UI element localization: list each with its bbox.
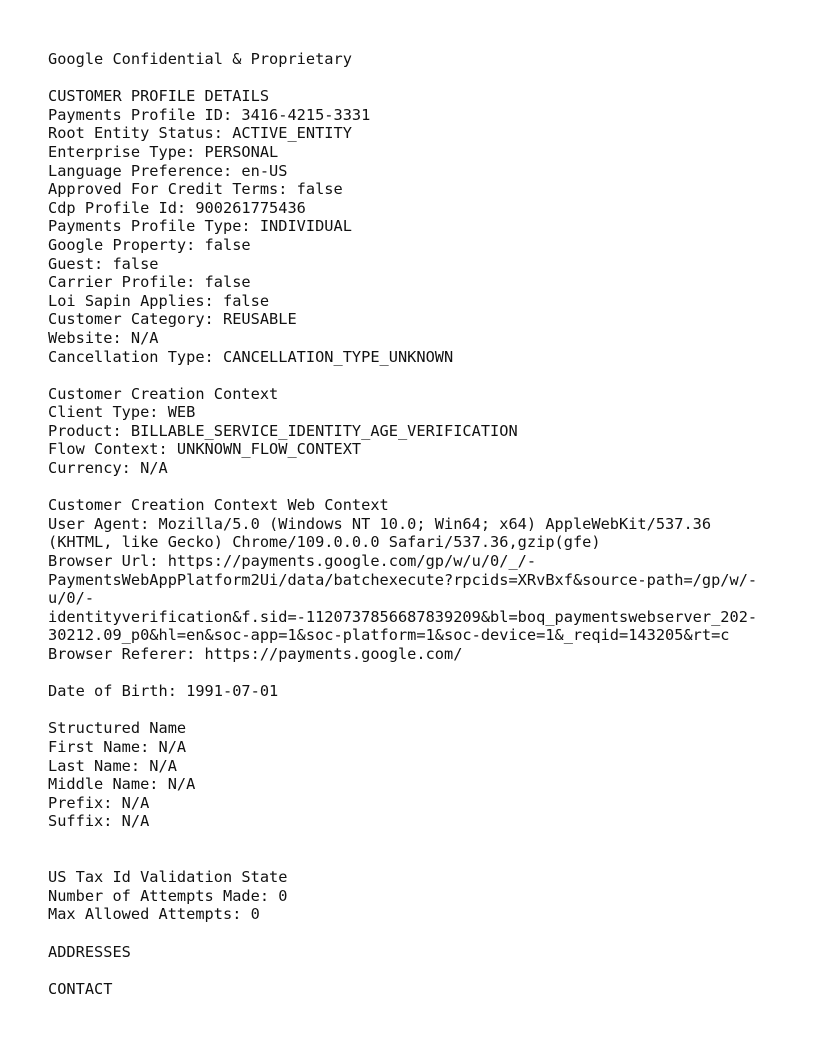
profile-line: Root Entity Status: ACTIVE_ENTITY — [48, 124, 352, 143]
profile-line: Website: N/A — [48, 328, 159, 347]
browser-url-line: Browser Url: https://payments.google.com/gp/w/u/0/_/- — [48, 552, 537, 571]
spacer — [48, 924, 788, 943]
profile-line: Customer Category: REUSABLE — [48, 310, 297, 329]
spacer — [48, 69, 788, 88]
creation-context-line: Flow Context: UNKNOWN_FLOW_CONTEXT — [48, 440, 362, 459]
creation-context-line: Currency: N/A — [48, 459, 168, 478]
profile-line: Google Property: false — [48, 235, 251, 254]
section-title-contact: CONTACT — [48, 979, 113, 998]
confidential-notice: Google Confidential & Proprietary — [48, 50, 352, 68]
profile-line: Approved For Credit Terms: false — [48, 180, 343, 199]
structured-name-section — [48, 719, 788, 831]
profile-line: Enterprise Type: PERSONAL — [48, 142, 279, 161]
structured-name-line: First Name: N/A — [48, 737, 187, 756]
section-title-profile: CUSTOMER PROFILE DETAILS — [48, 87, 270, 106]
web-context-section — [48, 496, 788, 663]
tax-validation-section — [48, 868, 788, 924]
customer-profile-section — [48, 87, 788, 366]
structured-name-line: Suffix: N/A — [48, 812, 150, 831]
creation-context-line: Product: BILLABLE_SERVICE_IDENTITY_AGE_VERIFICATION — [48, 421, 518, 440]
spacer — [48, 366, 788, 385]
creation-context-line: Client Type: WEB — [48, 403, 196, 422]
user-agent-line: User Agent: Mozilla/5.0 (Windows NT 10.0; Win64; x64) AppleWebKit/537.36 — [48, 514, 712, 533]
profile-line: Loi Sapin Applies: false — [48, 291, 270, 310]
profile-line: Guest: false — [48, 254, 159, 273]
browser-url-line: identityverification&f.sid=-1120737856687839209&bl=boq_paymentswebserver_202- — [48, 607, 758, 626]
tax-line: Number of Attempts Made: 0 — [48, 886, 288, 905]
tax-line: Max Allowed Attempts: 0 — [48, 905, 260, 924]
spacer — [48, 961, 788, 980]
profile-line: Carrier Profile: false — [48, 273, 251, 292]
section-title-web-context: Customer Creation Context Web Context — [48, 496, 389, 515]
profile-line: Payments Profile Type: INDIVIDUAL — [48, 217, 352, 236]
spacer — [48, 831, 788, 868]
profile-line: Cdp Profile Id: 900261775436 — [48, 198, 306, 217]
browser-referer-line: Browser Referer: https://payments.google.com/ — [48, 645, 463, 663]
section-title-creation-context: Customer Creation Context — [48, 384, 279, 403]
structured-name-line: Middle Name: N/A — [48, 775, 196, 794]
structured-name-line: Prefix: N/A — [48, 793, 150, 812]
section-title-tax: US Tax Id Validation State — [48, 868, 288, 887]
browser-url-line: 30212.09_p0&hl=en&soc-app=1&soc-platform=1&soc-device=1&_reqid=143205&rt=c — [48, 626, 730, 645]
spacer — [48, 701, 788, 720]
browser-url-line: u/0/- — [48, 589, 95, 608]
creation-context-section — [48, 385, 788, 478]
spacer — [48, 664, 788, 683]
document-page — [48, 50, 788, 998]
structured-name-line: Last Name: N/A — [48, 756, 177, 775]
profile-line: Language Preference: en-US — [48, 161, 288, 180]
browser-url-line: PaymentsWebAppPlatform2Ui/data/batchexecute?rpcids=XRvBxf&source-path=/gp/w/- — [48, 570, 758, 589]
profile-line: Cancellation Type: CANCELLATION_TYPE_UNKNOWN — [48, 347, 454, 366]
profile-line: Payments Profile ID: 3416-4215-3331 — [48, 105, 371, 124]
user-agent-line: (KHTML, like Gecko) Chrome/109.0.0.0 Safari/537.36,gzip(gfe) — [48, 533, 601, 552]
spacer — [48, 478, 788, 497]
date-of-birth-line: Date of Birth: 1991-07-01 — [48, 682, 279, 701]
section-title-addresses: ADDRESSES — [48, 942, 131, 961]
section-title-structured-name: Structured Name — [48, 719, 187, 738]
